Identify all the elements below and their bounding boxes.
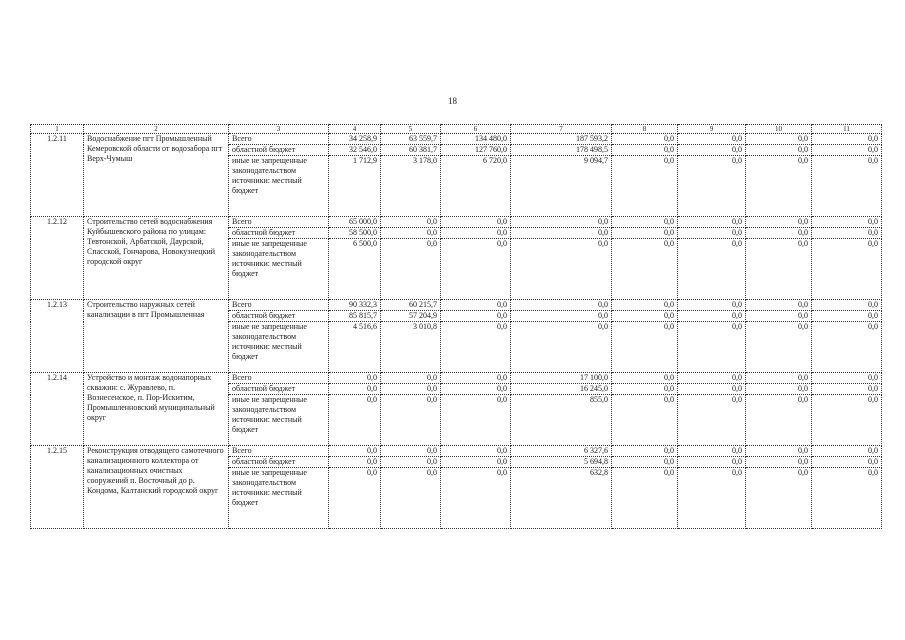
amount-cell: 0,0 — [612, 446, 678, 457]
funding-source: областной бюджет — [229, 145, 329, 156]
item-name: Устройство и монтаж водонапорных скважин: с. Журавлево, п. Вознесенское, п. Пор-Искитим, Промышленновский муниципальный округ — [84, 373, 229, 446]
amount-cell: 0,0 — [612, 384, 678, 395]
amount-cell: 0,0 — [441, 228, 511, 239]
amount-cell: 16 245,0 — [511, 384, 612, 395]
header-cell: 2 — [84, 125, 229, 134]
table-row — [31, 134, 882, 145]
amount-cell: 0,0 — [612, 311, 678, 322]
amount-cell: 127 760,0 — [441, 145, 511, 156]
amount-cell: 58 500,0 — [329, 228, 381, 239]
amount-cell: 0,0 — [441, 373, 511, 384]
amount-cell: 0,0 — [678, 373, 746, 384]
amount-cell: 0,0 — [678, 322, 746, 373]
amount-cell: 0,0 — [441, 311, 511, 322]
item-name: Строительство сетей водоснабжения Куйбышевского района по улицам: Тевтонской, Арбатской, Даурской, Спасской, Гончарова, Новокузнецкий городской округ — [84, 217, 229, 300]
amount-cell: 0,0 — [329, 468, 381, 529]
amount-cell: 0,0 — [812, 300, 882, 311]
amount-cell: 0,0 — [746, 134, 812, 145]
amount-cell: 0,0 — [441, 300, 511, 311]
amount-cell: 0,0 — [812, 217, 882, 228]
amount-cell: 0,0 — [381, 239, 441, 300]
page-number: 18 — [448, 96, 457, 106]
amount-cell: 0,0 — [746, 457, 812, 468]
amount-cell: 0,0 — [511, 217, 612, 228]
amount-cell: 65 000,0 — [329, 217, 381, 228]
amount-cell: 0,0 — [746, 446, 812, 457]
amount-cell: 0,0 — [441, 322, 511, 373]
amount-cell: 60 215,7 — [381, 300, 441, 311]
amount-cell: 0,0 — [612, 145, 678, 156]
amount-cell: 0,0 — [746, 373, 812, 384]
funding-source: областной бюджет — [229, 457, 329, 468]
amount-cell: 17 100,0 — [511, 373, 612, 384]
amount-cell: 0,0 — [678, 145, 746, 156]
amount-cell: 0,0 — [612, 228, 678, 239]
amount-cell: 134 480,0 — [441, 134, 511, 145]
amount-cell: 5 694,8 — [511, 457, 612, 468]
amount-cell: 178 498,5 — [511, 145, 612, 156]
item-code: 1.2.11 — [31, 134, 84, 217]
funding-source: Всего — [229, 300, 329, 311]
header-cell: 9 — [678, 125, 746, 134]
amount-cell: 0,0 — [678, 156, 746, 217]
amount-cell: 0,0 — [678, 239, 746, 300]
amount-cell: 32 546,0 — [329, 145, 381, 156]
amount-cell: 0,0 — [612, 457, 678, 468]
amount-cell: 3 010,8 — [381, 322, 441, 373]
amount-cell: 0,0 — [441, 468, 511, 529]
amount-cell: 0,0 — [441, 239, 511, 300]
amount-cell: 0,0 — [812, 457, 882, 468]
amount-cell: 0,0 — [678, 134, 746, 145]
amount-cell: 0,0 — [612, 468, 678, 529]
amount-cell: 6 720,0 — [441, 156, 511, 217]
table-row — [31, 373, 882, 384]
item-name: Водоснабжение пгт Промышленный Кемеровской области от водозабора пгт Верх-Чумыш — [84, 134, 229, 217]
amount-cell: 0,0 — [746, 239, 812, 300]
header-cell: 5 — [381, 125, 441, 134]
amount-cell: 0,0 — [381, 446, 441, 457]
amount-cell: 57 204,9 — [381, 311, 441, 322]
amount-cell: 0,0 — [812, 384, 882, 395]
amount-cell: 632,8 — [511, 468, 612, 529]
amount-cell: 0,0 — [812, 322, 882, 373]
amount-cell: 1 712,9 — [329, 156, 381, 217]
amount-cell: 0,0 — [329, 395, 381, 446]
amount-cell: 0,0 — [746, 300, 812, 311]
amount-cell: 0,0 — [812, 145, 882, 156]
amount-cell: 4 516,6 — [329, 322, 381, 373]
amount-cell: 0,0 — [812, 395, 882, 446]
amount-cell: 0,0 — [381, 384, 441, 395]
amount-cell: 0,0 — [678, 228, 746, 239]
table-row — [31, 217, 882, 228]
amount-cell: 0,0 — [381, 457, 441, 468]
header-cell: 7 — [511, 125, 612, 134]
funding-source: Всего — [229, 134, 329, 145]
amount-cell: 0,0 — [441, 457, 511, 468]
amount-cell: 0,0 — [746, 217, 812, 228]
amount-cell: 0,0 — [381, 217, 441, 228]
table-body — [31, 125, 882, 529]
funding-source: иные не запрещенные законодательством источники: местный бюджет — [229, 395, 329, 446]
amount-cell: 0,0 — [511, 228, 612, 239]
funding-source: областной бюджет — [229, 311, 329, 322]
item-code: 1.2.15 — [31, 446, 84, 529]
amount-cell: 0,0 — [612, 373, 678, 384]
item-name: Реконструкция отводящего самотечного канализационного коллектора от канализационных очистных сооружений п. Восточный до р. Кондома, Калтанский городской округ — [84, 446, 229, 529]
header-cell: 8 — [612, 125, 678, 134]
table-row — [31, 446, 882, 457]
amount-cell: 0,0 — [812, 311, 882, 322]
amount-cell: 0,0 — [511, 239, 612, 300]
amount-cell: 0,0 — [612, 322, 678, 373]
amount-cell: 0,0 — [678, 457, 746, 468]
table-row — [31, 300, 882, 311]
funding-source: Всего — [229, 217, 329, 228]
amount-cell: 9 094,7 — [511, 156, 612, 217]
amount-cell: 6 327,6 — [511, 446, 612, 457]
amount-cell: 0,0 — [678, 217, 746, 228]
amount-cell: 0,0 — [441, 217, 511, 228]
amount-cell: 187 593,2 — [511, 134, 612, 145]
header-cell: 11 — [812, 125, 882, 134]
amount-cell: 0,0 — [812, 468, 882, 529]
amount-cell: 60 381,7 — [381, 145, 441, 156]
amount-cell: 0,0 — [812, 373, 882, 384]
item-name: Строительство наружных сетей канализации в пгт Промышленная — [84, 300, 229, 373]
amount-cell: 63 559,7 — [381, 134, 441, 145]
amount-cell: 0,0 — [329, 384, 381, 395]
amount-cell: 34 258,9 — [329, 134, 381, 145]
budget-table — [30, 124, 882, 529]
amount-cell: 0,0 — [381, 373, 441, 384]
amount-cell: 0,0 — [612, 134, 678, 145]
amount-cell: 0,0 — [812, 239, 882, 300]
amount-cell: 0,0 — [678, 300, 746, 311]
funding-source: областной бюджет — [229, 228, 329, 239]
amount-cell: 0,0 — [441, 446, 511, 457]
header-cell: 1 — [31, 125, 84, 134]
amount-cell: 0,0 — [381, 468, 441, 529]
amount-cell: 90 332,3 — [329, 300, 381, 311]
amount-cell: 0,0 — [381, 395, 441, 446]
amount-cell: 0,0 — [612, 217, 678, 228]
amount-cell: 0,0 — [612, 300, 678, 311]
amount-cell: 0,0 — [612, 239, 678, 300]
amount-cell: 0,0 — [746, 384, 812, 395]
amount-cell: 0,0 — [678, 468, 746, 529]
item-code: 1.2.12 — [31, 217, 84, 300]
header-cell: 4 — [329, 125, 381, 134]
amount-cell: 0,0 — [441, 384, 511, 395]
amount-cell: 0,0 — [746, 468, 812, 529]
header-row — [31, 125, 882, 134]
amount-cell: 0,0 — [381, 228, 441, 239]
amount-cell: 0,0 — [746, 311, 812, 322]
amount-cell: 3 178,0 — [381, 156, 441, 217]
amount-cell: 0,0 — [441, 395, 511, 446]
amount-cell: 0,0 — [678, 384, 746, 395]
amount-cell: 0,0 — [612, 395, 678, 446]
amount-cell: 6 500,0 — [329, 239, 381, 300]
amount-cell: 0,0 — [511, 300, 612, 311]
amount-cell: 0,0 — [746, 322, 812, 373]
funding-source: Всего — [229, 446, 329, 457]
amount-cell: 0,0 — [329, 373, 381, 384]
header-cell: 6 — [441, 125, 511, 134]
amount-cell: 0,0 — [329, 457, 381, 468]
header-cell: 10 — [746, 125, 812, 134]
funding-source: иные не запрещенные законодательством источники: местный бюджет — [229, 468, 329, 529]
amount-cell: 0,0 — [812, 228, 882, 239]
amount-cell: 0,0 — [746, 145, 812, 156]
item-code: 1.2.13 — [31, 300, 84, 373]
header-cell: 3 — [229, 125, 329, 134]
amount-cell: 0,0 — [746, 228, 812, 239]
funding-source: иные не запрещенные законодательством источники: местный бюджет — [229, 239, 329, 300]
amount-cell: 855,0 — [511, 395, 612, 446]
funding-source: Всего — [229, 373, 329, 384]
funding-source: иные не запрещенные законодательством источники: местный бюджет — [229, 322, 329, 373]
amount-cell: 0,0 — [612, 156, 678, 217]
amount-cell: 0,0 — [329, 446, 381, 457]
amount-cell: 0,0 — [812, 446, 882, 457]
amount-cell: 0,0 — [746, 156, 812, 217]
amount-cell: 0,0 — [812, 156, 882, 217]
amount-cell: 0,0 — [812, 134, 882, 145]
amount-cell: 0,0 — [746, 395, 812, 446]
amount-cell: 0,0 — [678, 395, 746, 446]
amount-cell: 0,0 — [511, 322, 612, 373]
amount-cell: 0,0 — [678, 311, 746, 322]
amount-cell: 0,0 — [511, 311, 612, 322]
item-code: 1.2.14 — [31, 373, 84, 446]
funding-source: областной бюджет — [229, 384, 329, 395]
amount-cell: 85 815,7 — [329, 311, 381, 322]
amount-cell: 0,0 — [678, 446, 746, 457]
funding-source: иные не запрещенные законодательством источники: местный бюджет — [229, 156, 329, 217]
